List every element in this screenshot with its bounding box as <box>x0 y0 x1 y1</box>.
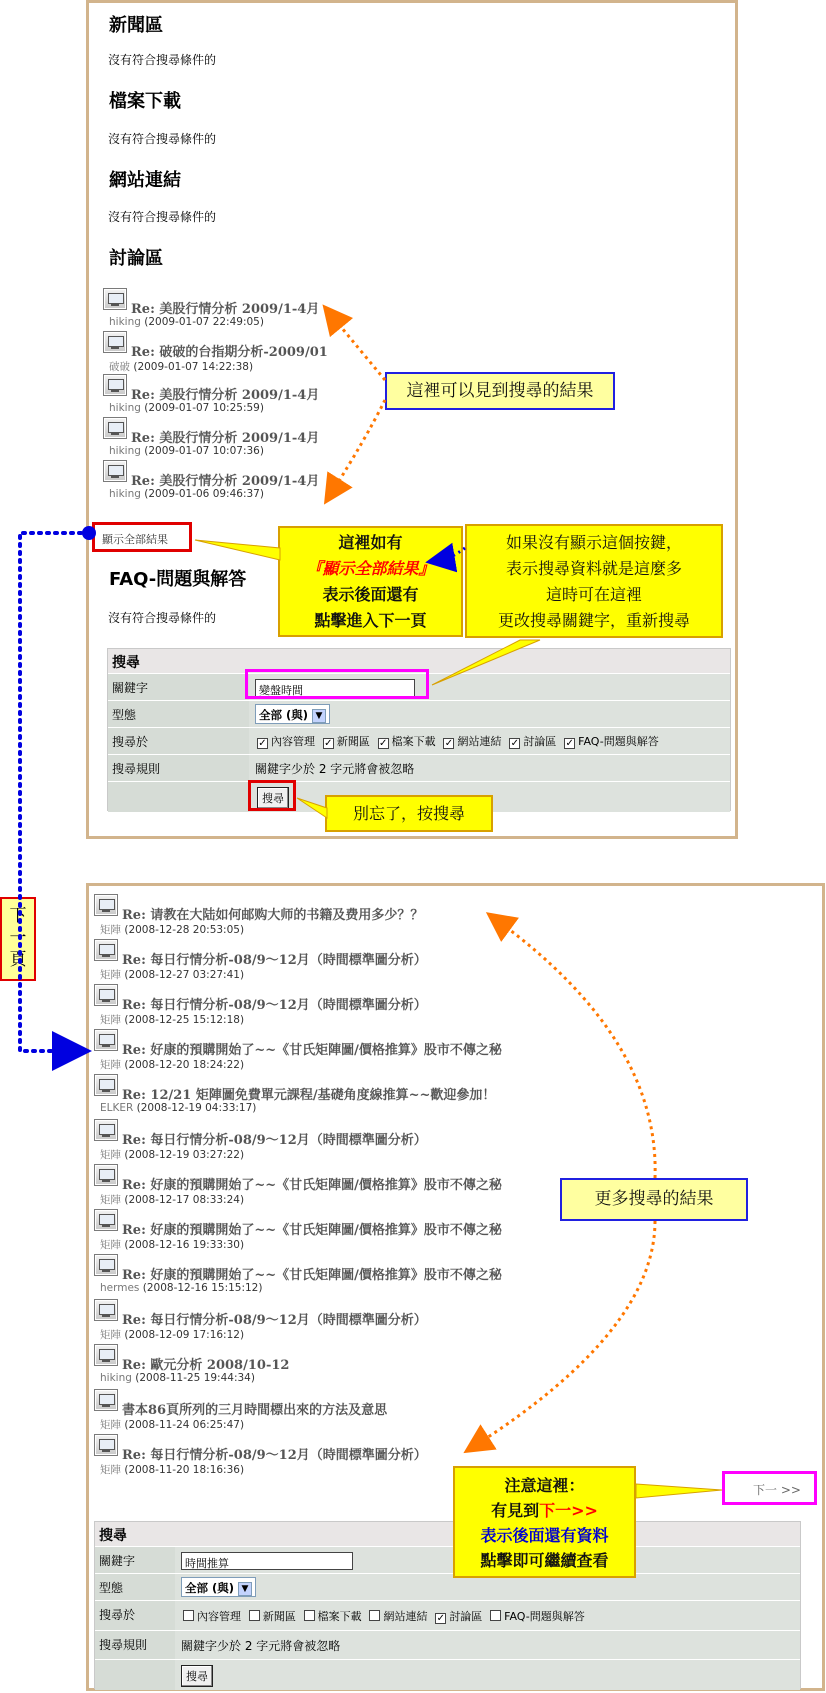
post-title-link[interactable]: Re: 请教在大陆如何邮购大师的书籍及费用多少？？ <box>122 908 424 923</box>
post-icon <box>94 1389 118 1411</box>
submit-label-cell <box>95 1660 175 1690</box>
checkbox-links[interactable] <box>443 733 501 749</box>
callout-line: 點擊即可繼續查看 <box>480 1551 609 1570</box>
post-title-link[interactable]: Re: 每日行情分析-08/9～12月（時間標準圖分析） <box>122 1448 427 1463</box>
post-title-link[interactable]: Re: 每日行情分析-08/9～12月（時間標準圖分析） <box>122 1313 427 1328</box>
no-result-news: 沒有符合搜尋條件的 <box>108 53 217 67</box>
post-meta <box>100 1327 244 1342</box>
rule-label: 搜尋規則 <box>95 1631 175 1659</box>
post-date: (2008-11-25 19:44:34) <box>135 1372 255 1384</box>
post-title-link[interactable]: Re: 好康的預購開始了~~《甘氏矩陣圖/價格推算》股市不傳之秘 <box>122 1043 502 1058</box>
checkbox-label: 網站連結 <box>457 735 502 748</box>
post-title-link[interactable]: Re: 歐元分析 2008/10-12 <box>122 1358 290 1373</box>
post-user[interactable]: hiking <box>109 445 141 457</box>
post-icon <box>103 331 127 353</box>
post-title-link[interactable]: Re: 美股行情分析 2009/1-4月 <box>131 388 320 403</box>
checkbox-box: ✓ <box>324 738 333 749</box>
checkbox-news[interactable] <box>323 733 370 749</box>
post-meta <box>100 967 244 982</box>
callout-notice-next <box>453 1466 636 1578</box>
post-date: (2009-01-07 14:22:38) <box>133 361 254 373</box>
rule-row <box>95 1631 800 1660</box>
post-user[interactable]: hiking <box>109 316 141 328</box>
checkbox-box: ✓ <box>444 738 454 749</box>
type-row <box>108 701 730 728</box>
post-title-link[interactable]: 書本86頁所列的三月時間標出來的方法及意思 <box>122 1403 388 1418</box>
chevron-down-icon: ▼ <box>238 1582 252 1596</box>
submit-cell <box>175 1660 800 1690</box>
callout-dont-forget: 別忘了，按搜尋 <box>325 795 493 832</box>
post-meta <box>109 359 253 374</box>
section-title-forum: 討論區 <box>109 248 163 269</box>
post-icon <box>103 417 127 439</box>
post-user[interactable]: 矩陣 <box>100 1329 121 1341</box>
callout-line: 點擊進入下一頁 <box>314 611 427 630</box>
post-title-link[interactable]: Re: 美股行情分析 2009/1-4月 <box>131 431 320 446</box>
post-icon <box>94 1074 118 1096</box>
submit-row <box>95 1660 800 1690</box>
checkbox-downloads[interactable] <box>304 1608 362 1624</box>
post-title-link[interactable]: Re: 破破的台指期分析-2009/01 <box>131 345 328 360</box>
post-date: (2008-12-16 19:33:30) <box>124 1239 245 1251</box>
post-title-link[interactable]: Re: 好康的預購開始了~~《甘氏矩陣圖/價格推算》股市不傳之秘 <box>122 1178 502 1193</box>
keyword-input[interactable]: 變盤時間 <box>255 679 415 697</box>
rule-text: 關鍵字少於 2 字元將會被忽略 <box>249 755 730 781</box>
callout-text: 有見到 <box>491 1501 540 1520</box>
callout-line: 如果沒有顯示這個按鍵， <box>505 533 682 552</box>
checkbox-box: ✓ <box>565 738 574 749</box>
post-icon <box>94 1029 118 1051</box>
section-title-faq: FAQ-問題與解答 <box>109 569 247 590</box>
post-meta <box>100 1237 244 1252</box>
post-user[interactable]: 破破 <box>109 361 130 373</box>
post-icon <box>94 1299 118 1321</box>
section-title-news: 新聞區 <box>109 15 163 36</box>
post-user[interactable]: 矩陣 <box>100 1464 121 1476</box>
checkbox-label: 檔案下載 <box>391 735 436 748</box>
search-in-label: 搜尋於 <box>95 1601 175 1630</box>
search-form-header <box>95 1522 800 1547</box>
post-date: (2008-12-25 15:12:18) <box>124 1014 245 1026</box>
post-meta <box>100 1462 244 1477</box>
search-form-title: 搜尋 <box>112 655 140 671</box>
post-icon <box>103 288 127 310</box>
checkbox-forum[interactable] <box>509 733 556 749</box>
no-result-faq: 沒有符合搜尋條件的 <box>108 611 217 625</box>
section-title-downloads: 檔案下載 <box>109 91 181 112</box>
next-page-link[interactable]: 下一 >> <box>753 1483 801 1497</box>
post-user[interactable]: hiking <box>100 1372 132 1384</box>
post-meta <box>109 402 264 414</box>
next-page-label <box>0 897 36 981</box>
post-user[interactable]: ELKER <box>100 1102 134 1114</box>
checkbox-faq[interactable] <box>564 733 659 749</box>
post-title-link[interactable]: Re: 好康的預購開始了~~《甘氏矩陣圖/價格推算》股市不傳之秘 <box>122 1223 502 1238</box>
rule-row <box>108 755 730 782</box>
post-title-link[interactable]: Re: 每日行情分析-08/9～12月（時間標準圖分析） <box>122 998 427 1013</box>
post-date: (2008-12-28 20:53:05) <box>124 924 245 936</box>
type-label: 型態 <box>95 1574 175 1600</box>
keyword-input[interactable]: 時間推算 <box>181 1552 353 1570</box>
post-date: (2009-01-06 09:46:37) <box>144 488 264 500</box>
rule-label: 搜尋規則 <box>108 755 249 781</box>
checkbox-label: 新聞區 <box>336 735 370 748</box>
post-user[interactable]: 矩陣 <box>100 1419 121 1431</box>
type-cell <box>249 701 730 727</box>
checkbox-box: ✓ <box>378 738 388 749</box>
checkbox-links[interactable] <box>369 1608 427 1624</box>
next-page-text: 下一頁 <box>9 906 27 970</box>
post-date: (2009-01-07 22:49:05) <box>144 316 264 328</box>
keyword-label: 關鍵字 <box>108 674 249 700</box>
post-icon <box>94 1119 118 1141</box>
callout-show-all <box>278 526 463 637</box>
post-meta <box>100 1417 244 1432</box>
post-user[interactable]: 矩陣 <box>100 1239 121 1251</box>
post-date: (2008-12-19 04:33:17) <box>136 1102 257 1114</box>
search-button[interactable]: 搜尋 <box>257 787 289 809</box>
search-form-page2 <box>94 1521 801 1689</box>
post-meta <box>100 1192 244 1207</box>
keyword-highlight <box>245 669 429 699</box>
callout-line: 表示搜尋資料就是這麼多 <box>505 559 682 578</box>
post-meta <box>100 1372 255 1384</box>
checkbox-box: ✓ <box>436 1613 445 1624</box>
type-select-value: 全部 (與) <box>185 1581 235 1595</box>
checkbox-box: ✓ <box>258 738 267 749</box>
post-title-link[interactable]: Re: 每日行情分析-08/9～12月（時間標準圖分析） <box>122 1133 427 1148</box>
post-title-link[interactable]: Re: 12/21 矩陣圖免費單元課程/基礎角度線推算~~歡迎參加！ <box>122 1088 496 1103</box>
post-icon <box>94 1344 118 1366</box>
search-in-row <box>108 728 730 755</box>
checkbox-downloads[interactable] <box>378 733 436 749</box>
callout-results-here: 這裡可以見到搜尋的結果 <box>385 372 615 410</box>
post-meta <box>100 1012 244 1027</box>
callout-line: 更改搜尋關鍵字，重新搜尋 <box>497 611 690 630</box>
checkbox-label: FAQ-問題與解答 <box>504 1610 585 1623</box>
post-user[interactable]: 矩陣 <box>100 1194 121 1206</box>
post-icon <box>94 984 118 1006</box>
checkbox-content-mgmt[interactable] <box>257 733 315 749</box>
post-user[interactable]: hiking <box>109 488 141 500</box>
post-icon <box>94 894 118 916</box>
checkbox-label: 網站連結 <box>383 1610 428 1623</box>
search-in-cell <box>175 1601 800 1630</box>
search-in-cell <box>249 728 730 754</box>
post-title-link[interactable]: Re: 每日行情分析-08/9～12月（時間標準圖分析） <box>122 953 427 968</box>
search-button-highlight <box>248 780 296 811</box>
search-form-title: 搜尋 <box>99 1528 127 1544</box>
post-date: (2008-11-20 18:16:36) <box>124 1464 245 1476</box>
post-title-link[interactable]: Re: 好康的預購開始了~~《甘氏矩陣圖/價格推算》股市不傳之秘 <box>122 1268 502 1283</box>
post-title-link[interactable]: Re: 美股行情分析 2009/1-4月 <box>131 302 320 317</box>
type-select[interactable] <box>181 1577 256 1597</box>
checkbox-label: 檔案下載 <box>317 1610 362 1623</box>
post-user[interactable]: hiking <box>109 402 141 414</box>
post-icon <box>103 460 127 482</box>
post-date: (2008-12-20 18:24:22) <box>124 1059 245 1071</box>
no-result-links: 沒有符合搜尋條件的 <box>108 210 217 224</box>
checkbox-forum[interactable] <box>435 1608 482 1624</box>
post-date: (2009-01-07 10:07:36) <box>144 445 264 457</box>
checkbox-faq[interactable] <box>490 1608 585 1624</box>
post-meta <box>100 1102 256 1114</box>
type-row <box>95 1574 800 1601</box>
checkbox-box <box>183 1610 194 1621</box>
post-user[interactable]: 矩陣 <box>100 1149 121 1161</box>
post-date: (2008-12-09 17:16:12) <box>124 1329 245 1341</box>
checkbox-label: 討論區 <box>523 735 557 748</box>
post-meta <box>109 316 264 328</box>
checkbox-box <box>304 1610 315 1621</box>
checkbox-box: ✓ <box>510 738 519 749</box>
post-date: (2008-12-16 15:15:12) <box>142 1282 263 1294</box>
post-icon <box>94 1254 118 1276</box>
keyword-row <box>95 1547 800 1574</box>
post-meta <box>100 1057 244 1072</box>
show-all-results-link[interactable] <box>92 522 192 552</box>
search-button[interactable]: 搜尋 <box>181 1665 213 1687</box>
post-icon <box>94 1434 118 1456</box>
checkbox-label: FAQ-問題與解答 <box>578 735 659 748</box>
type-select[interactable] <box>255 704 330 724</box>
rule-text: 關鍵字少於 2 字元將會被忽略 <box>175 1631 800 1659</box>
callout-line: 這時可在這裡 <box>545 585 642 604</box>
callout-line: 『顯示全部結果』 <box>306 559 435 578</box>
post-user[interactable]: 矩陣 <box>100 969 121 981</box>
keyword-label: 關鍵字 <box>95 1547 175 1573</box>
post-date: (2009-01-07 10:25:59) <box>144 402 264 414</box>
type-select-value: 全部 (與) <box>259 708 309 722</box>
post-meta <box>100 922 244 937</box>
callout-line: 表示後面還有 <box>322 585 419 604</box>
post-date: (2008-11-24 06:25:47) <box>124 1419 245 1431</box>
post-date: (2008-12-17 08:33:24) <box>124 1194 245 1206</box>
callout-line: 表示後面還有資料 <box>480 1526 609 1545</box>
checkbox-content-mgmt[interactable] <box>183 1608 241 1624</box>
checkbox-news[interactable] <box>249 1608 296 1624</box>
show-all-label: 顯示全部結果 <box>102 533 168 546</box>
checkbox-label: 內容管理 <box>197 1610 241 1623</box>
callout-no-button <box>465 524 723 638</box>
chevron-down-icon: ▼ <box>312 709 326 723</box>
post-meta <box>100 1147 244 1162</box>
post-meta <box>100 1282 262 1294</box>
post-user[interactable]: 矩陣 <box>100 1014 121 1026</box>
no-result-downloads: 沒有符合搜尋條件的 <box>108 132 217 146</box>
post-date: (2008-12-27 03:27:41) <box>124 969 245 981</box>
post-user[interactable]: 矩陣 <box>100 1059 121 1071</box>
post-icon <box>94 939 118 961</box>
next-page-link-highlight <box>722 1471 817 1505</box>
post-icon <box>94 1209 118 1231</box>
section-title-links: 網站連結 <box>109 170 181 191</box>
type-label: 型態 <box>108 701 249 727</box>
checkbox-label: 新聞區 <box>262 1610 296 1623</box>
search-results-page-1 <box>86 0 738 839</box>
post-title-link[interactable]: Re: 美股行情分析 2009/1-4月 <box>131 474 320 489</box>
post-icon <box>103 374 127 396</box>
checkbox-box <box>369 1610 380 1621</box>
callout-line: 注意這裡： <box>504 1476 585 1495</box>
post-user[interactable]: hermes <box>100 1282 140 1294</box>
callout-line <box>455 1498 634 1523</box>
checkbox-label: 內容管理 <box>271 735 315 748</box>
checkbox-box <box>490 1610 501 1621</box>
checkbox-box <box>249 1610 260 1621</box>
checkbox-label: 討論區 <box>449 1610 483 1623</box>
post-user[interactable]: 矩陣 <box>100 924 121 936</box>
search-in-row <box>95 1601 800 1631</box>
submit-label-cell <box>108 782 249 812</box>
callout-more-results: 更多搜尋的結果 <box>560 1178 748 1221</box>
post-meta <box>109 445 264 457</box>
post-meta <box>109 488 264 500</box>
callout-line: 這裡如有 <box>338 533 403 552</box>
post-icon <box>94 1164 118 1186</box>
callout-text-red: 下一>> <box>539 1501 598 1520</box>
post-date: (2008-12-19 03:27:22) <box>124 1149 245 1161</box>
search-in-label: 搜尋於 <box>108 728 249 754</box>
